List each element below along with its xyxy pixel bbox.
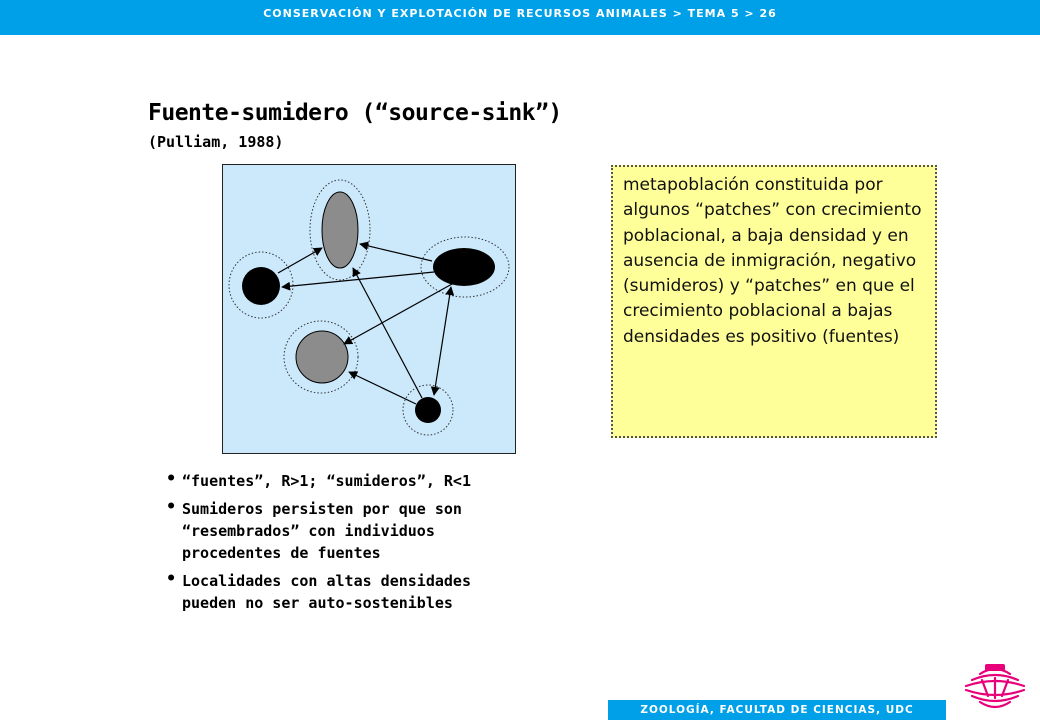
slide-subtitle: (Pulliam, 1988) bbox=[148, 133, 284, 151]
bullet-list bbox=[162, 470, 532, 620]
university-logo-icon bbox=[958, 660, 1032, 716]
slide-title: Fuente-sumidero (“source-sink”) bbox=[148, 100, 562, 126]
patch-middle-grey-circle bbox=[296, 331, 348, 383]
header-breadcrumb: CONSERVACIÓN Y EXPLOTACIÓN DE RECURSOS ANIMALES > TEMA 5 > 26 bbox=[0, 0, 1040, 35]
diagram-background bbox=[223, 165, 516, 454]
bullet-glyph: • bbox=[166, 469, 177, 489]
patch-top-grey-oval bbox=[322, 192, 358, 268]
metapopulation-note: metapoblación constituida por algunos “patches” con crecimiento poblacional, a baja densidad y en ausencia de inmigración, negativo (sumideros) y “patches” en que el crecimiento poblacional a bajas densidades es positivo (fuentes) bbox=[611, 165, 937, 438]
bullet-item bbox=[162, 470, 532, 492]
bullet-text: Sumideros persisten por que son “resembrados” con individuos procedentes de fuentes bbox=[182, 500, 462, 562]
patch-right-black-oval bbox=[433, 248, 495, 286]
bullet-item bbox=[162, 498, 532, 564]
bullet-glyph: • bbox=[166, 569, 177, 589]
source-sink-diagram bbox=[222, 164, 516, 454]
bullet-glyph: • bbox=[166, 497, 177, 517]
patch-bottom-black-circle bbox=[415, 397, 441, 423]
patch-left-black-circle bbox=[242, 267, 280, 305]
footer-faculty: ZOOLOGÍA, FACULTAD DE CIENCIAS, UDC bbox=[608, 700, 946, 720]
bullet-text: “fuentes”, R>1; “sumideros”, R<1 bbox=[182, 472, 471, 490]
bullet-text: Localidades con altas densidades pueden no ser auto-sostenibles bbox=[182, 572, 471, 612]
bullet-item bbox=[162, 570, 532, 614]
